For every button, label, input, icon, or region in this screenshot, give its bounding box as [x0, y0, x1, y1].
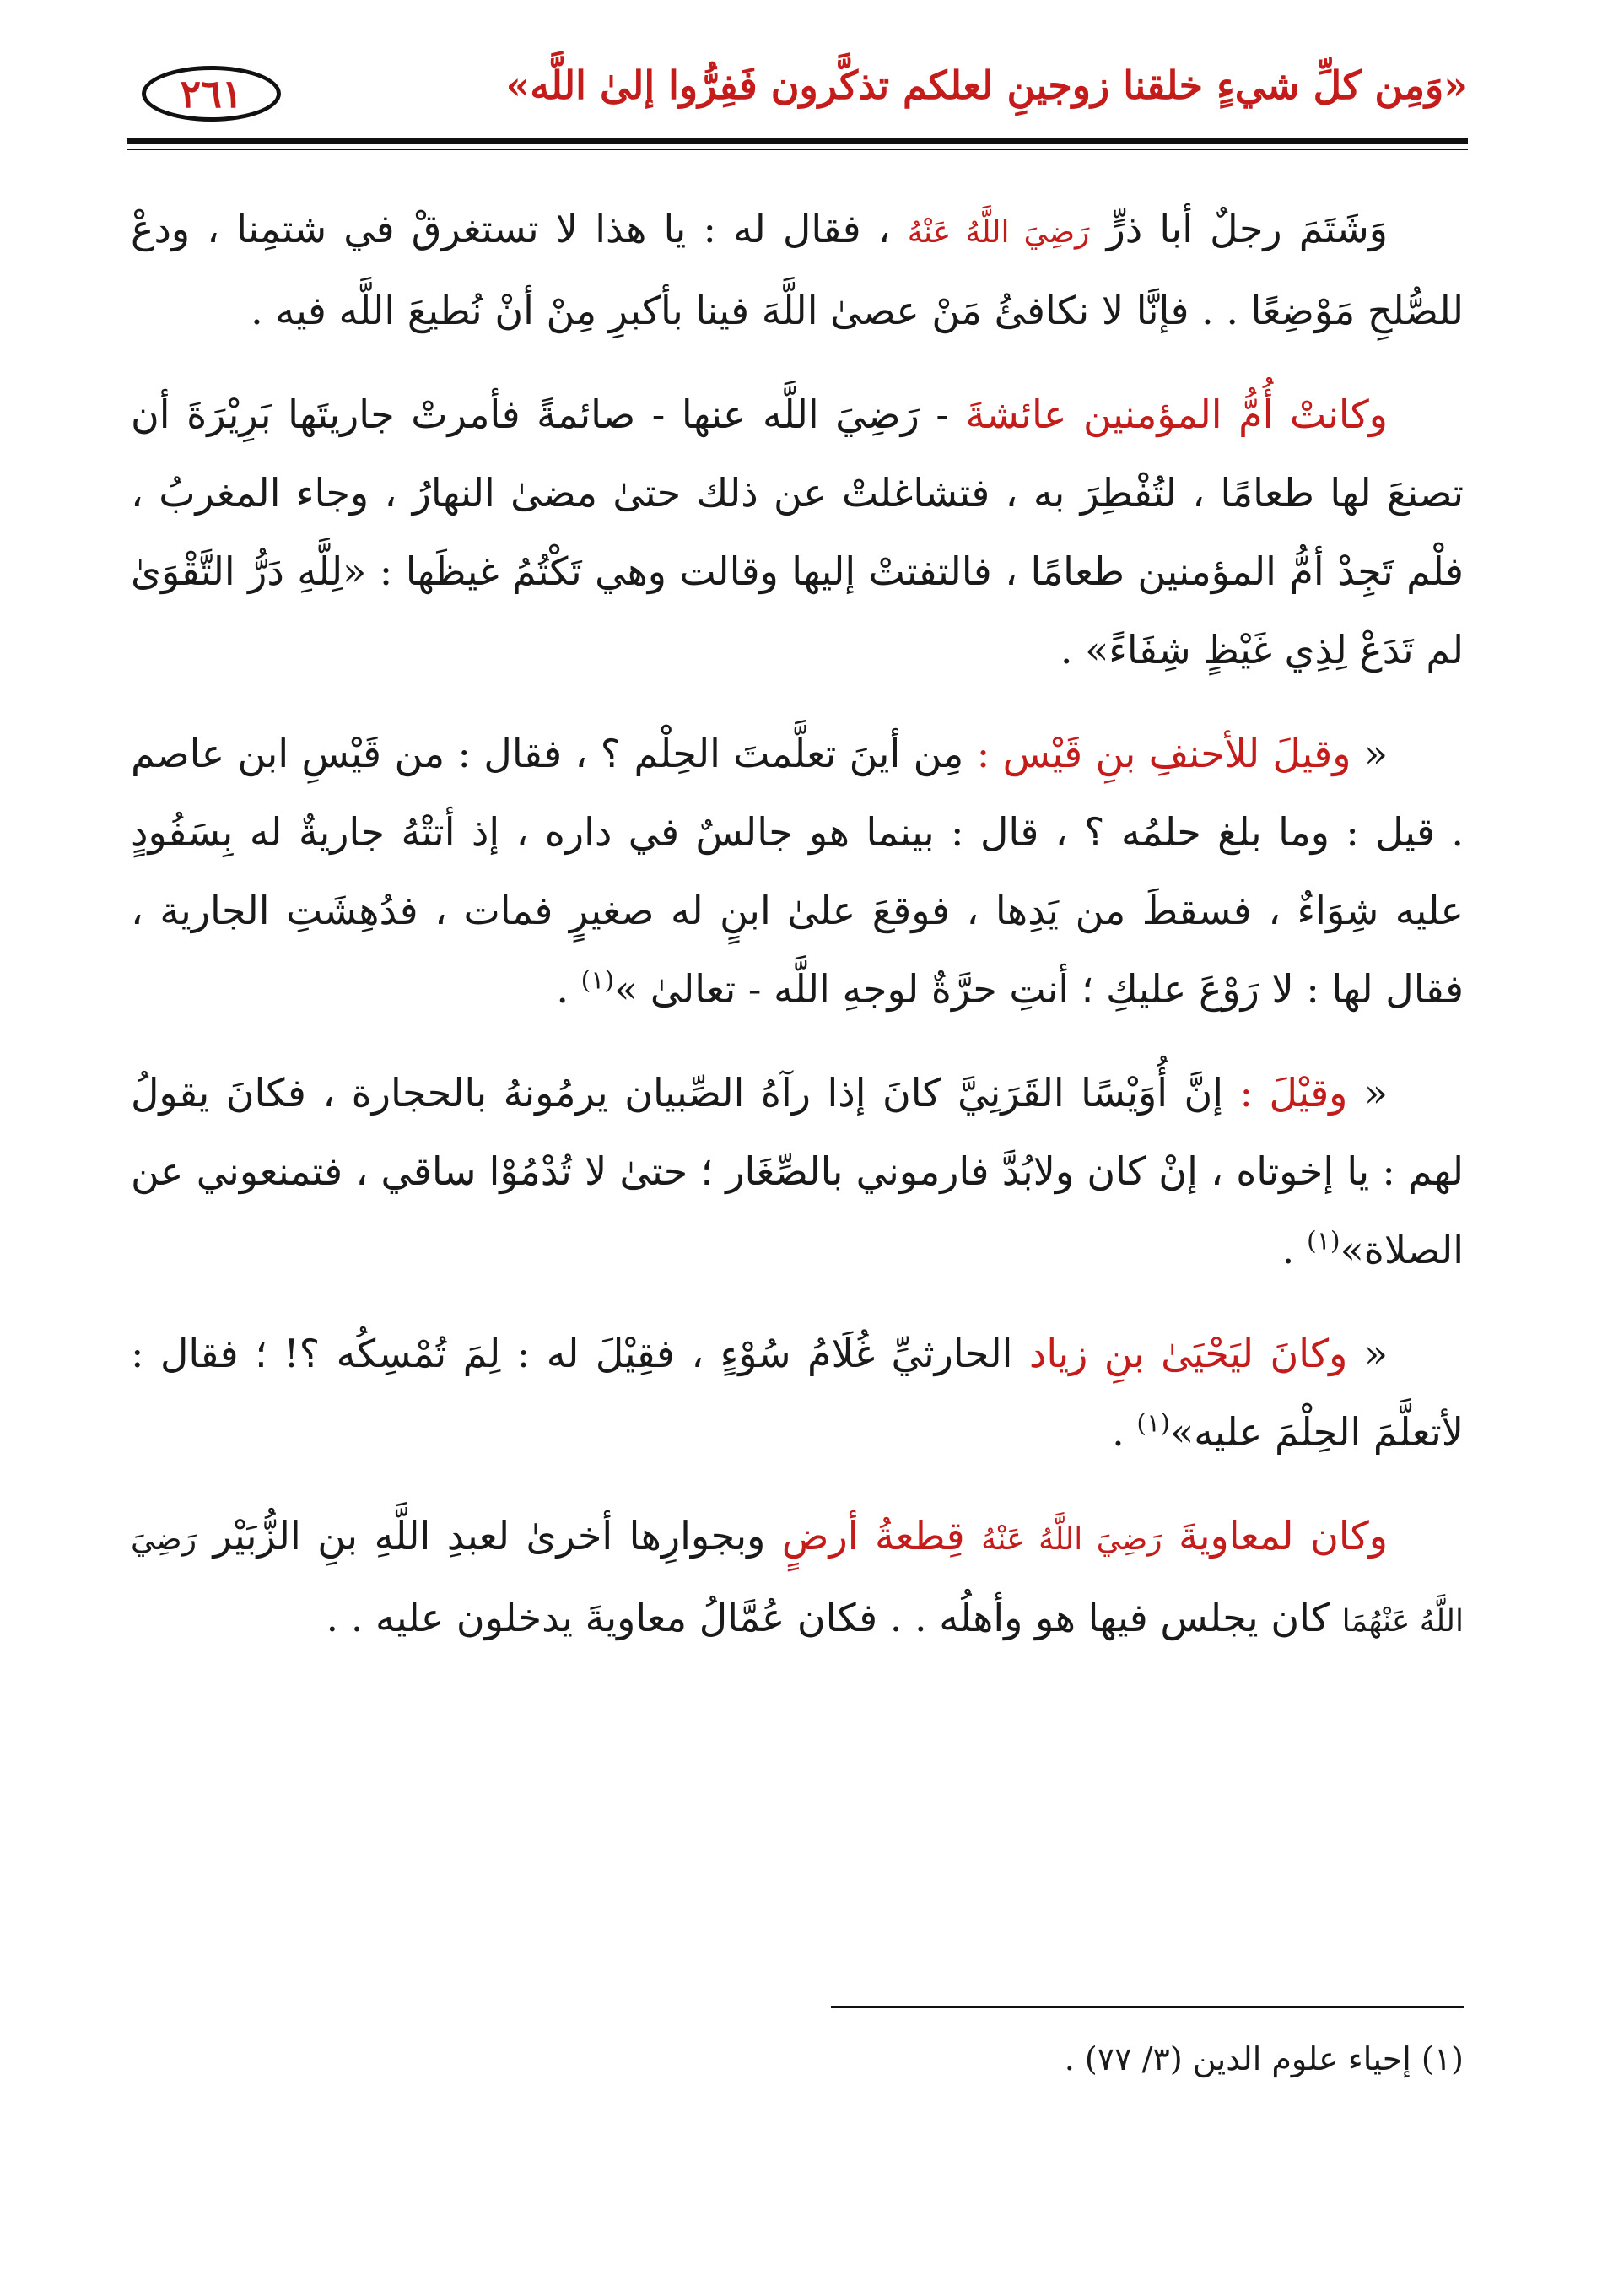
highlighted-name: وقيلَ للأحنفِ بنِ قَيْس : — [976, 731, 1351, 776]
page-number: ٢٦١ — [180, 71, 243, 116]
honorific-mark: رَضِيَ اللَّهُ عَنْهُ — [981, 1522, 1162, 1557]
highlighted-phrase: قِطعةُ أرضٍ — [781, 1513, 965, 1559]
highlighted-name: وكانتْ أُمُّ المؤمنين عائشةَ — [965, 392, 1389, 437]
main-text — [131, 190, 1464, 1686]
paragraph-muawiya: وكان لمعاويةَ رَضِيَ اللَّهُ عَنْهُ قِطعةُ أرضٍ وبجوارِها أخرىٰ لعبدِ اللَّهِ بنِ الزُّبَيْر رَضِيَ اللَّهُ عَنْهُمَا كان يجلس فيها هو وأهلُه . . فكان عُمَّالُ معاويةَ يدخلون عليه . . — [131, 1513, 1464, 1640]
paragraph-abu-dharr: وَشَتَمَ رجلٌ أبا ذرٍّ رَضِيَ اللَّهُ عَنْهُ ، فقال له : يا هذا لا تستغرقْ في شتمِنا ، ودعْ للصُّلحِ مَوْضِعًا . . فإنَّا لا نكافئُ مَنْ عصىٰ اللَّهَ فينا بأكبرِ مِنْ أنْ نُطيعَ اللَّه فيه . — [131, 206, 1464, 333]
running-header — [127, 51, 1468, 143]
header-rule-thin — [127, 149, 1468, 150]
header-verse: «وَمِن كلِّ شيءٍ خلقنا زوجينِ لعلكم تذكَّرون فَفِرُّوا إلىٰ اللَّه» — [505, 62, 1468, 108]
highlighted-name: وكانَ ليَحْيَىٰ بنِ زياد — [1028, 1331, 1348, 1376]
footnote-ref: (١) — [580, 965, 615, 996]
footnote-ref: (١) — [1307, 1226, 1340, 1256]
paragraph-yahya: « وكانَ ليَحْيَىٰ بنِ زياد الحارثيِّ غُلَامُ سُوْءٍ ، فقِيْلَ له : لِمَ تُمْسِكُه ؟! ؛ فقال : لأتعلَّمَ الحِلْمَ عليه»$^{(١)}$ . — [131, 1331, 1464, 1455]
footnote-ref: (١) — [1136, 1408, 1170, 1439]
highlighted-name: وكان لمعاويةَ — [1179, 1513, 1388, 1559]
page-number-badge — [142, 66, 281, 122]
footnote-separator — [831, 2006, 1464, 2008]
paragraph-aisha: وكانتْ أُمُّ المؤمنين عائشةَ - رَضِيَ اللَّه عنها - صائمةً فأمرتْ جاريتَها بَرِيْرَةَ أن تصنعَ لها طعامًا ، لتُفْطِرَ به ، فتشاغلتْ عن ذلك حتىٰ مضىٰ النهارُ ، وجاء المغربُ ، فلْم تَجِدْ أمُّ المؤمنين طعامًا ، فالتفتتْ إليها وقالت وهي تَكْتُمُ غيظَها : «لِلَّهِ دَرُّ التَّقْوَىٰ لم تَدَعْ لِذِي غَيْظٍ شِفَاءً» . — [131, 392, 1464, 673]
paragraph-ahnaf: « وقيلَ للأحنفِ بنِ قَيْس : مِن أينَ تعلَّمتَ الحِلْم ؟ ، فقال : من قَيْسِ ابن عاصم . قيل : وما بلغ حلمُه ؟ ، قال : بينما هو جالسٌ في داره ، إذ أتتْهُ جاريةٌ له بِسَفُودٍ عليه شِوَاءٌ ، فسقطَ من يَدِها ، فوقعَ علىٰ ابنٍ له صغيرٍ فمات ، فدُهِشَتِ الجارية ، فقال لها : لا رَوْعَ عليكِ ؛ أنتِ حرَّةٌ لوجهِ اللَّه - تعالىٰ »$^{(١)}$ . — [131, 731, 1464, 1012]
honorific-mark: رَضِيَ اللَّهُ عَنْهُمَا — [131, 1522, 1464, 1639]
honorific-mark: رَضِيَ اللَّهُ عَنْهُ — [907, 215, 1090, 250]
footnote: (١) إحياء علوم الدين (٣/ ٧٧) . — [1064, 2040, 1464, 2077]
paragraph-uways: « وقيْلَ : إنَّ أُوَيْسًا القَرَنِيَّ كانَ إذا رآهُ الصِّبيان يرمُونهُ بالحجارة ، فكانَ يقولُ لهم : يا إخوتاه ، إنْ كان ولابُدَّ فارموني بالصِّغَار ؛ حتىٰ لا تُدْمُوْا ساقي ، فتمنعوني عن الصلاة»$^{(١)}$ . — [131, 1070, 1464, 1272]
header-rule — [127, 138, 1468, 144]
highlighted-name: وقيْلَ : — [1239, 1070, 1348, 1116]
